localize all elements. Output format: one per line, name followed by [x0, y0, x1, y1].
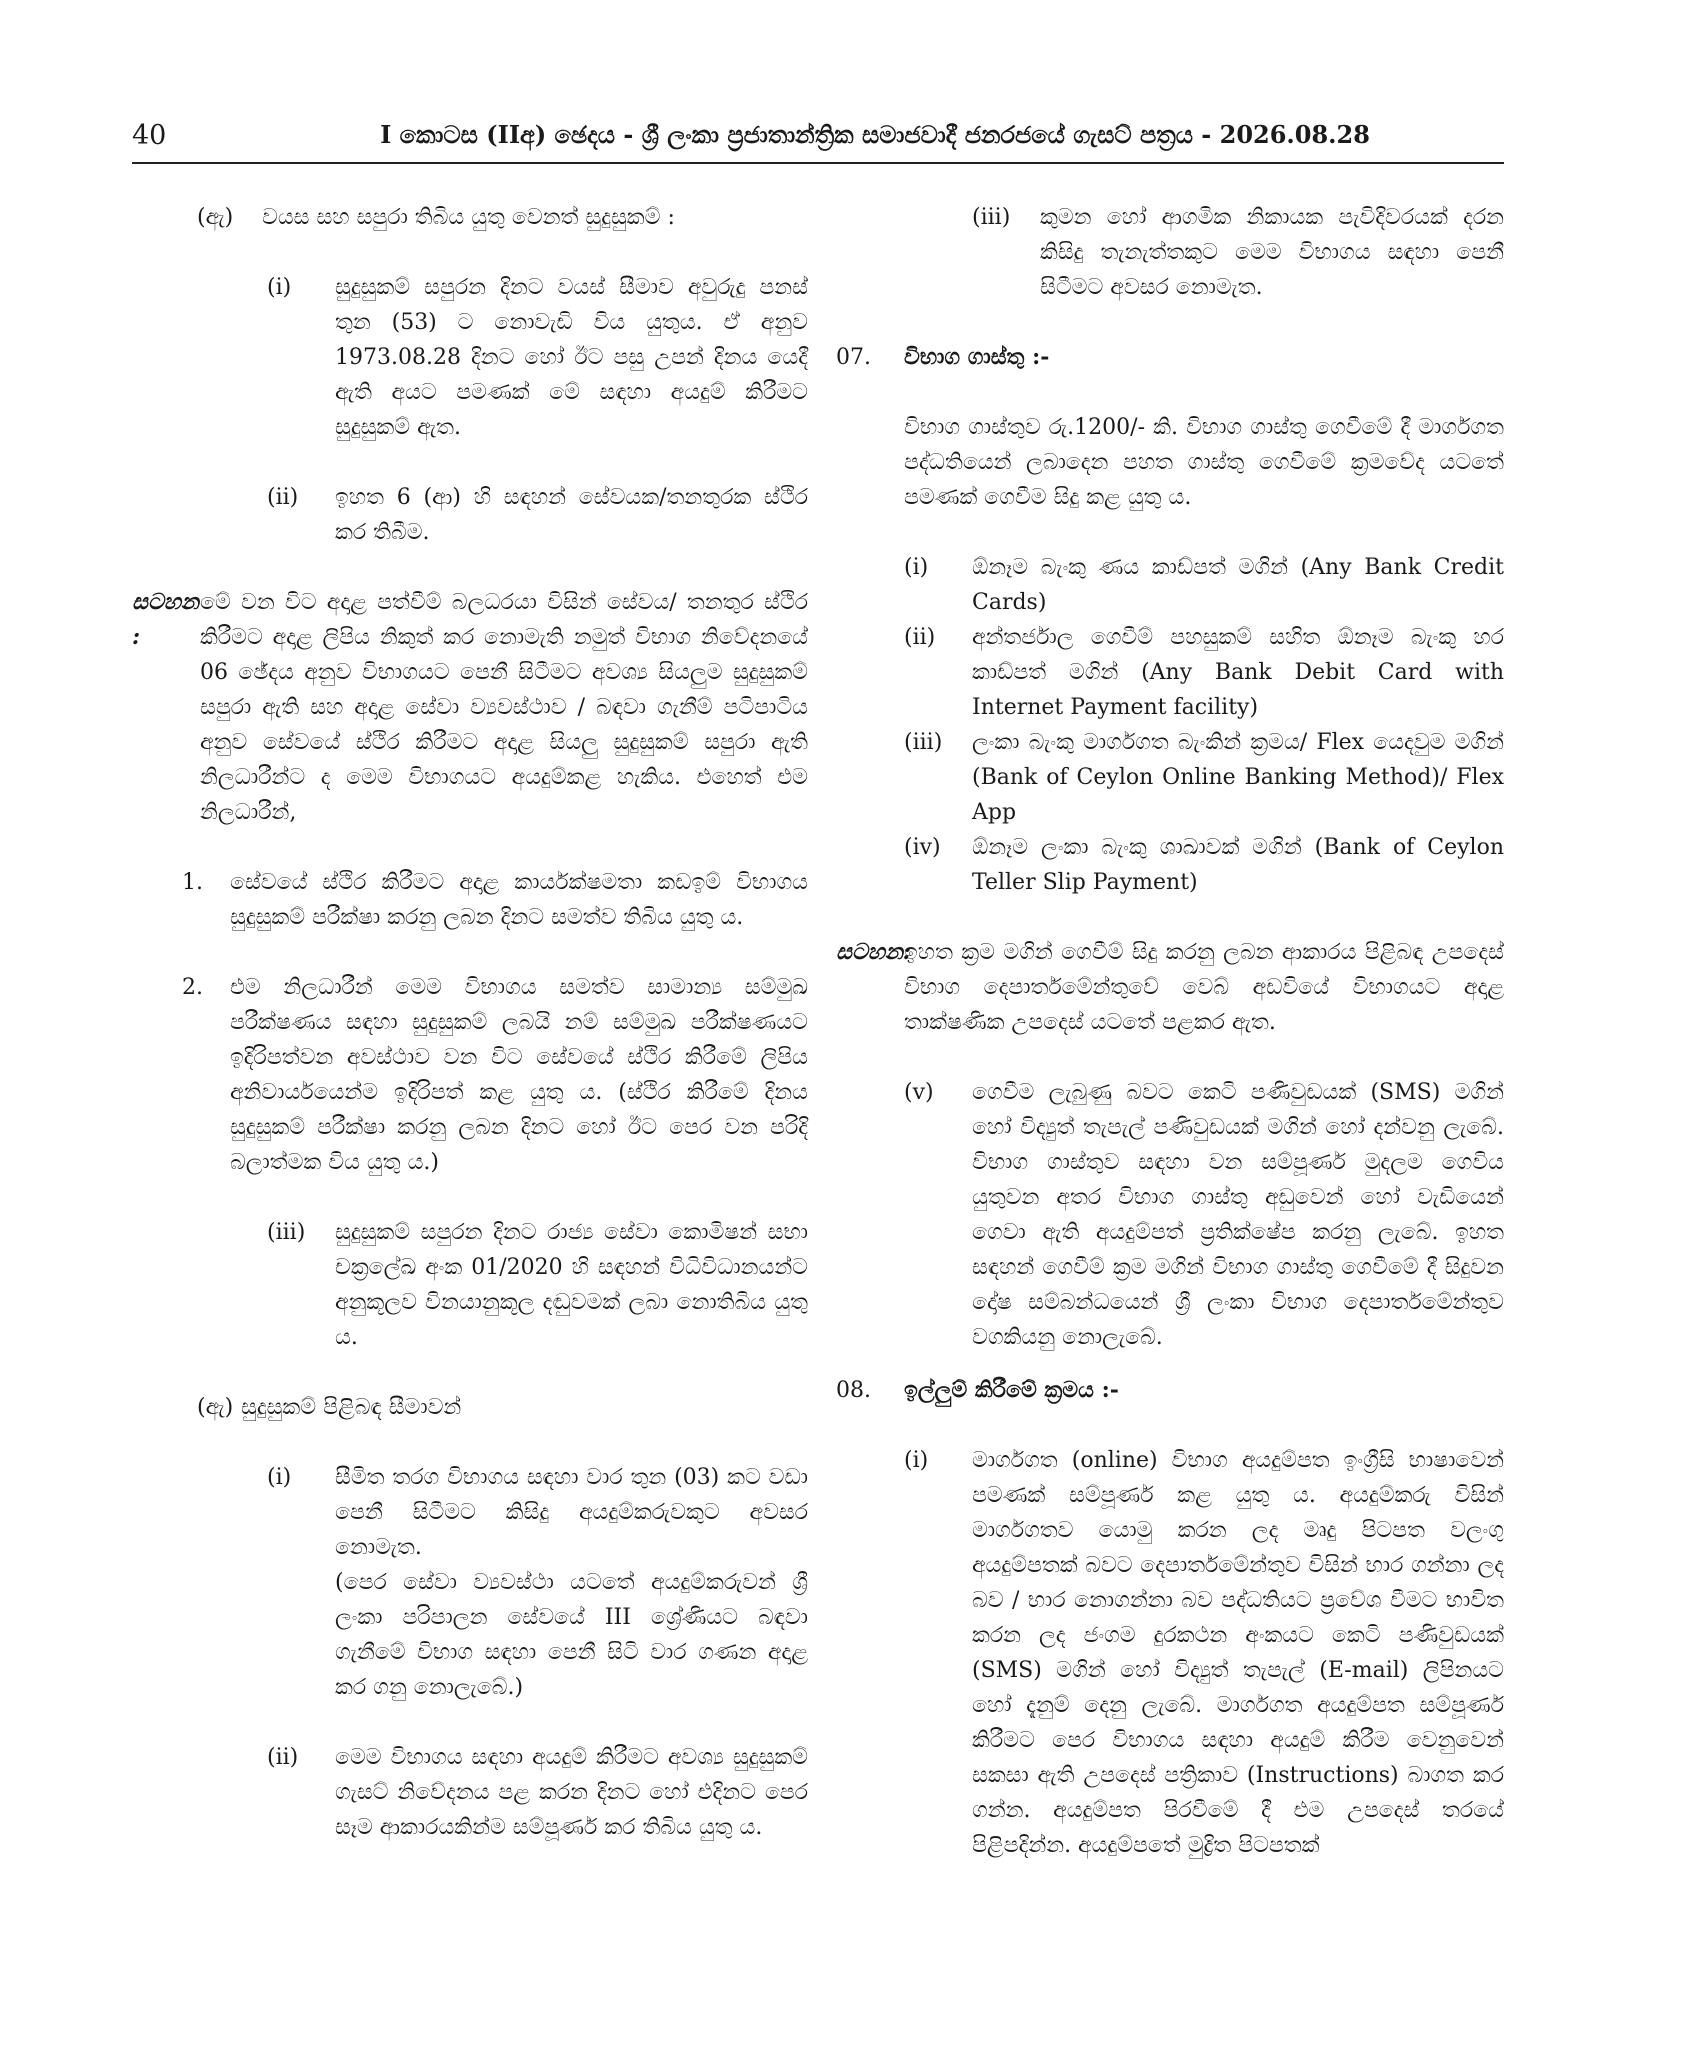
payment-item-iv: [904, 830, 1504, 900]
section-08-title: ඉල්ලුම් කිරීමේ ක්‍රමය :-: [904, 1377, 1119, 1403]
age-heading-text: වයස සහ සපුරා තිබිය යුතු වෙනත් සුදුසුකම් :: [262, 205, 675, 230]
limits-heading-text: සුදුසුකම් පිළිබඳ සීමාවන්: [241, 1395, 462, 1420]
limits-item-ii-text: මෙම විභාගය සඳහා අයදුම් කිරීමට අවශ්‍ය සුදුසුකම් ගැසට් නිවේදනය පළ කරන දිනට හෝ එදිනට පෙර සෑම ආකාරයකින්ම සම්පූර්ණ කර තිබිය යුතු ය.: [335, 1745, 808, 1840]
religious-item-iii: [972, 200, 1504, 305]
condition-item-1: [182, 865, 808, 935]
age-item-ii-marker: (ii): [267, 485, 299, 510]
payment-note-label: සටහන:: [836, 939, 911, 965]
age-item-i: [267, 270, 808, 445]
payment-note-text: ඉහත ක්‍රම මගින් ගෙවීම් සිදු කරනු ලබන ආකාරය පිළිබඳ උපදෙස් විභාග දෙපාර්තමේන්තුවේ වෙබ් අඩවියේ විභාගයට අදාළ තාක්ෂණික උපදෙස් යටතේ පළකර ඇත.: [904, 940, 1504, 1035]
limits-heading: [197, 1390, 808, 1425]
condition-item-2: [182, 970, 808, 1180]
note-label: සටහන :: [132, 589, 199, 650]
age-heading: [197, 200, 808, 235]
section-08-number: 08.: [836, 1378, 871, 1403]
payment-item-v-marker: (v): [904, 1080, 934, 1105]
section-07-title: විභාග ගාස්තු :-: [904, 344, 1050, 370]
payment-item-iii: [904, 725, 1504, 830]
payment-item-v: [904, 1075, 1504, 1355]
payment-item-i: [904, 550, 1504, 620]
condition-item-2-text: එම නිලධාරීන් මෙම විභාගය සමත්ව සාමාන්‍ය සම්මුඛ පරීක්ෂණය සඳහා සුදුසුකම් ලබයි නම් සම්මුඛ පරීක්ෂණයට ඉදිරිපත්වන අවස්ථාව වන විට සේවයේ ස්ථිර කිරීමේ ලිපිය අනිවාර්යයෙන්ම ඉදිරිපත් කළ යුතු ය. (ස්ථිර කිරීමේ දිනය සුදුසුකම් පරීක්ෂා කරනු ලබන දිනට හෝ ඊට පෙර වන පරිදි බලාත්මක විය යුතු ය.): [230, 975, 808, 1175]
condition-item-1-marker: 1.: [182, 870, 203, 895]
section-07-intro: විභාග ගාස්තුව රු.1200/- කි. විභාග ගාස්තු ගෙවීමේ දී මාර්ගගත පද්ධතියෙන් ලබාදෙන පහත ගාස්තු ගෙවීමේ ක්‍රමවේද යටතේ පමණක් ගෙවීම සිදු කළ යුතු ය.: [904, 415, 1504, 510]
religious-item-iii-marker: (iii): [972, 205, 1011, 230]
payment-note: [836, 935, 1504, 1040]
age-item-ii-text: ඉහත 6 (ආ) හි සඳහන් සේවයක/තනතුරක ස්ථිර කර තිබීම.: [335, 485, 808, 545]
payment-item-i-text: ඕනෑම බැංකු ණය කාඩ්පත් මගින් (Any Bank Credit Cards): [972, 555, 1504, 615]
header-rule: [132, 162, 1504, 164]
limits-heading-marker: (ඇ): [197, 1395, 234, 1420]
religious-item-iii-text: කුමන හෝ ආගමික නිකායක පැවිදිවරයක් දරන කිසිදු තැනැත්තකුට මෙම විභාගය සඳහා පෙනී සිටීමට අවසර නොමැත.: [1040, 205, 1504, 300]
limits-item-i-note: (පෙර සේවා ව්‍යවස්ථා යටතේ අයදුම්කරුවන් ශ්‍රී ලංකා පරිපාලන සේවයේ III ශ්‍රේණියට බඳවා ගැනීමේ විභාග සඳහා පෙනී සිටි වාර ගණන අදාළ කර ගනු නොලැබේ.): [335, 1570, 808, 1700]
left-column: [132, 200, 808, 1845]
payment-item-ii-marker: (ii): [904, 625, 936, 650]
age-item-ii: [267, 480, 808, 550]
condition-item-1-text: සේවයේ ස්ථිර කිරීමට අදාළ කාර්යක්ෂමතා කඩඉම් විභාගය සුදුසුකම් පරීක්ෂා කරනු ලබන දිනට සමත්ව තිබිය යුතු ය.: [230, 870, 808, 930]
section-07-number: 07.: [836, 345, 871, 370]
limits-item-i-marker: (i): [267, 1465, 292, 1490]
payment-item-iii-marker: (iii): [904, 730, 943, 755]
apply-item-i-text: මාර්ගගත (online) විභාග අයදුම්පත ඉංග්‍රීසි භාෂාවෙන් පමණක් සම්පූර්ණ කළ යුතු ය. අයදුම්කරු විසින් මාර්ගගතව යොමු කරන ලද මෘදු පිටපත වලංගු අයදුම්පතක් බවට දෙපාර්තමේන්තුව විසින් භාර ගන්නා ලද බව / භාර නොගන්නා බව පද්ධතියට ප්‍රවේශ වීමට භාවිත කරන ලද ජංගම දුරකථන අංකයට කෙටි පණිවුඩයක් (SMS) මගින් හෝ විද්‍යුත් තැපැල් (E-mail) ලිපිනයට හෝ දැනුම් දෙනු ලැබේ. මාර්ගගත අයදුම්පත සම්පූර්ණ කිරීමට පෙර විභාගය සඳහා අයදුම් කිරීම වෙනුවෙන් සකසා ඇති උපදෙස් පත්‍රිකාව (Instructions) බාගත කර ගන්න. අයදුම්පත පිරවීමේ දී එම උපදෙස් තරයේ පිළිපදින්න. අයදුම්පතේ මුද්‍රිත පිටපතක්: [972, 1448, 1504, 1858]
right-column: [836, 200, 1504, 1863]
section-07-heading: [836, 340, 1504, 375]
apply-item-i-marker: (i): [904, 1448, 929, 1473]
age-heading-marker: (ඇ): [197, 205, 234, 230]
age-item-i-text: සුදුසුකම් සපුරන දිනට වයස් සීමාව අවුරුදු පනස් තුන (53) ට නොවැඩි විය යුතුය. ඒ අනුව 1973.08.28 දිනට හෝ ඊට පසු උපන් දිනය යෙදී ඇති අයට පමණක් මේ සඳහා අයදුම් කිරීමට සුදුසුකම් ඇත.: [335, 275, 808, 440]
payment-item-ii-text: අන්තර්ජාල ගෙවීම් පහසුකම් සහිත ඕනෑම බැංකු හර කාඩ්පත් මගින් (Any Bank Debit Card with Internet Payment facility): [972, 625, 1504, 720]
section-08-heading: [836, 1373, 1504, 1408]
payment-item-i-marker: (i): [904, 555, 929, 580]
payment-item-iv-text: ඕනෑම ලංකා බැංකු ශාඛාවක් මගින් (Bank of Ceylon Teller Slip Payment): [972, 835, 1504, 895]
payment-item-v-text: ගෙවීම ලැබුණු බවට කෙටි පණිවුඩයක් (SMS) මගින් හෝ විද්‍යුත් තැපැල් පණිවුඩයක් මගින් හෝ දන්වනු ලැබේ. විභාග ගාස්තුව සඳහා වන සම්පූර්ණ මුදලම ගෙවිය යුතුවන අතර විභාග ගාස්තු අඩුවෙන් හෝ වැඩියෙන් ගෙවා ඇති අයදුම්පත් ප්‍රතික්ෂේප කරනු ලැබේ. ඉහත සඳහන් ගෙවීම් ක්‍රම මගින් විභාග ගාස්තු ගෙවීමේ දී සිදුවන දෝෂ සම්බන්ධයෙන් ශ්‍රී ලංකා විභාග දෙපාර්තමේන්තුව වගකියනු නොලැබේ.: [972, 1080, 1504, 1350]
discipline-item-iii-marker: (iii): [267, 1220, 306, 1245]
age-item-i-marker: (i): [267, 275, 292, 300]
running-title: I කොටස (IIඅ) ඡෙදය - ශ්‍රී ලංකා ප්‍රජාතාන්ත්‍රික සමාජවාදී ජනරජයේ ගැසට් පත්‍රය - 2026.08.28: [380, 120, 1370, 149]
page-number: 40: [132, 120, 167, 151]
limits-item-i: [267, 1460, 808, 1705]
limits-item-ii: [267, 1740, 808, 1845]
condition-item-2-marker: 2.: [182, 975, 203, 1000]
discipline-item-iii: [267, 1215, 808, 1355]
payment-item-ii: [904, 620, 1504, 725]
limits-item-i-text: සීමිත තරග විභාගය සඳහා වාර තුන (03) කට වඩා පෙනී සිටීමට කිසිදු අයදුම්කරුවකුට අවසර නොමැත.: [335, 1465, 808, 1560]
discipline-item-iii-text: සුදුසුකම් සපුරන දිනට රාජ්‍ය සේවා කොමිෂන් සභා චක්‍රලේඛ අංක 01/2020 හි සඳහන් විධිවිධානයන්ට අනුකූලව විනයානුකූල දඬුවමක් ලබා නොතිබිය යුතු ය.: [335, 1220, 808, 1350]
payment-item-iii-text: ලංකා බැංකු මාර්ගගත බැංකින් ක්‍රමය/ Flex යෙදවුම මගින් (Bank of Ceylon Online Banking Method)/ Flex App: [972, 730, 1504, 825]
limits-item-i-body: [335, 1460, 808, 1705]
limits-item-ii-marker: (ii): [267, 1745, 299, 1770]
apply-item-i: [904, 1443, 1504, 1863]
payment-item-iv-marker: (iv): [904, 835, 941, 860]
note-block: [132, 585, 808, 830]
note-text: මේ වන විට අදාළ පත්වීම් බලධරයා විසින් සේවය/ තනතුර ස්ථිර කිරීමට අදාළ ලිපිය නිකුත් කර නොමැති නමුත් විභාග නිවේදනයේ 06 ඡේදය අනුව විභාගයට පෙනී සිටීමට අවශ්‍ය සියලුම සුදුසුකම් සපුරා ඇති සහ අදාළ සේවා ව්‍යවස්ථාව / බඳවා ගැනීම් පටිපාටිය අනුව සේවයේ ස්ථිර කිරීමට අදාළ සියලු සුදුසුකම් සපුරා ඇති නිලධාරීන්ට ද මෙම විභාගයට අයදුම්කළ හැකිය. එහෙත් එම නිලධාරීන්,: [200, 590, 808, 825]
